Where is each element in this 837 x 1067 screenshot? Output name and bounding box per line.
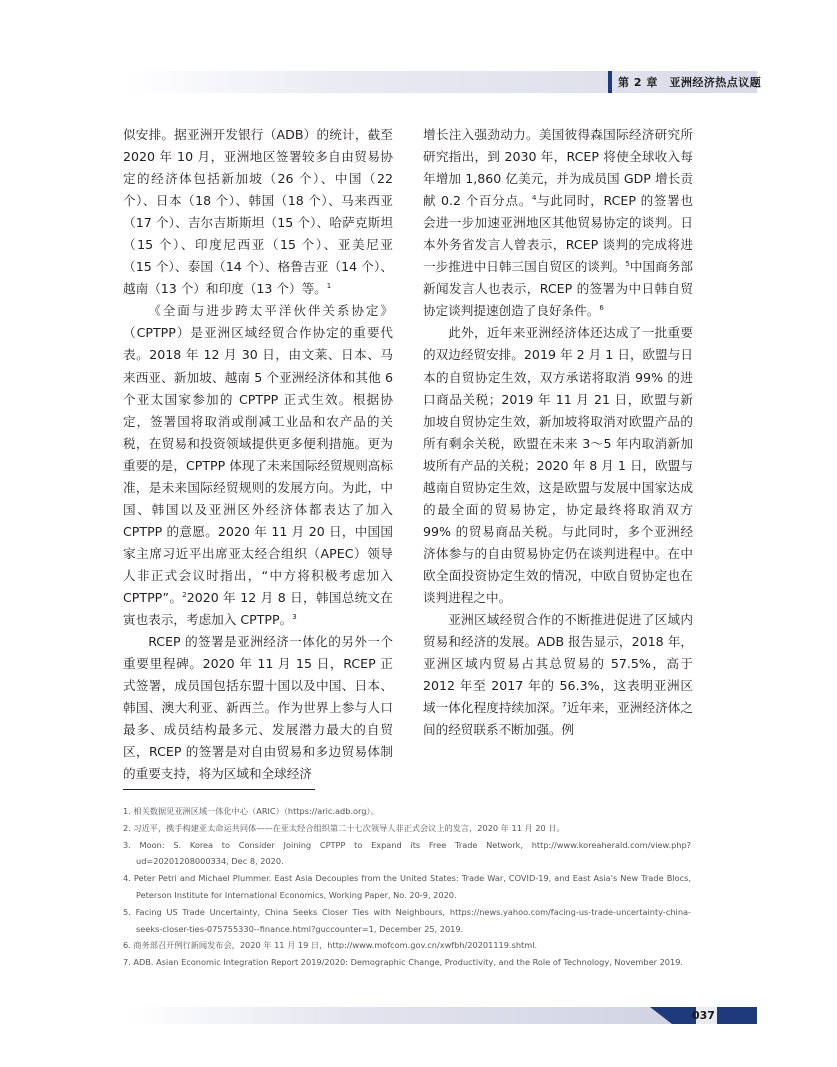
paragraph — [423, 609, 693, 741]
footnote: 3. Moon: S. Korea to Consider Joining CPTPP to Expand its Free Trade Network, http://www.koreaherald.com/view.php?ud=20201208000334, Dec 8, 2020. — [123, 839, 691, 867]
paragraph-text: 亚洲区域经贸合作的不断推进促进了区域内贸易和经济的发展。ADB 报告显示，2018 年，亚洲区域内贸易占其总贸易的 57.5%，高于 2012 年至 2017 年的 56.3%，这表明亚洲区域一体化程度持续加深。 — [423, 612, 693, 716]
footnote-ref: 4 — [531, 194, 537, 203]
footnote: 6. 商务部召开例行新闻发布会，2020 年 11 月 19 日，http://www.mofcom.gov.cn/xwfbh/20201119.shtml. — [123, 940, 538, 951]
footnote-ref: 2 — [182, 590, 187, 599]
paragraph — [123, 631, 393, 785]
footnote: 2. 习近平，携手构建亚太命运共同体——在亚太经合组织第二十七次领导人非正式会议上的发言，2020 年 11 月 20 日。 — [123, 822, 565, 833]
paragraph-text: RCEP 的签署是亚洲经济一体化的另外一个重要里程碑。2020 年 11 月 15 日，RCEP 正式签署，成员国包括东盟十国以及中国、日本、韩国、澳大利亚、新西兰。作为世界上参与人口最多、成员结构最多元、发展潜力最大的自贸区，RCEP 的签署是对自由贸易和多边贸易体制的重要支持，将为区域和全球经济 — [123, 634, 393, 782]
footnote-ref: 5 — [625, 260, 630, 269]
footnote-ref: 7 — [562, 701, 567, 710]
page-number-accent — [717, 1007, 757, 1024]
footer-wedge-polygon — [650, 1007, 696, 1024]
paragraph — [423, 322, 693, 609]
paragraph-text: 《全面与进步跨太平洋伙伴关系协定》（CPTPP）是亚洲区域经贸合作协定的重要代表。2018 年 12 月 30 日，由文莱、日本、马来西亚、新加坡、越南 5 个亚洲经济体和其他 6 个亚太国家参加的 CPTPP 正式生效。根据协定，签署国将取消或削减工业品和农产品的关税，在贸易和投资领域提供更多便利措施。更为重要的是，CPTPP 体现了未来国际经贸规则高标准，是未来国际经贸规则的发展方向。为此，中国、韩国以及亚洲区外经济体都表达了加入 CPTPP 的意愿。2020 年 11 月 20 日，中国国家主席习近平出席亚太经合组织（APEC）领导人非正式会议时指出，“中方将积极考虑加入 CPTPP”。 — [123, 303, 393, 605]
footnote-ref: 6 — [599, 304, 604, 313]
running-header-title: 第 2 章 亚洲经济热点议题 — [618, 76, 762, 89]
footnote-divider — [123, 789, 315, 790]
paragraph — [123, 300, 393, 631]
text-column-right — [423, 124, 693, 741]
footnote: 5. Facing US Trade Uncertainty, China Seeks Closer Ties with Neighbours, https://news.yahoo.com/facing-us-trade-uncertainty-china-seeks-closer-ties-075755330--finance.html?guccounter=1, December 25, 2019. — [123, 906, 691, 934]
footnotes — [123, 803, 691, 971]
paragraph-text: 中国商务部新闻发言人也表示，RCEP 的签署为中日韩自贸协定谈判提速创造了良好条件。 — [423, 259, 694, 319]
footnote: 4. Peter Petri and Michael Plummer. East Asia Decouples from the United States: Trade War, COVID-19, and East Asia's New Trade Blocs, Peterson Institute for International Economics, Working Paper, No. 20-9, 2020. — [123, 873, 691, 900]
paragraph-text: 增长注入强劲动力。美国彼得森国际经济研究所研究指出，到 2030 年，RCEP 将使全球收入每年增加 1,860 亿美元，并为成员国 GDP 增长贡献 0.2 个百分点。 — [423, 127, 693, 209]
paragraph-text: 近年来，亚洲经济体之间的经贸联系不断加强。例 — [423, 700, 694, 738]
paragraph-text: 此外，近年来亚洲经济体还达成了一批重要的双边经贸安排。2019 年 2 月 1 日，欧盟与日本的自贸协定生效，双方承诺将取消 99% 的进口商品关税；2019 年 11 月 21 日，欧盟与新加坡自贸协定生效，新加坡将取消对欧盟产品的所有剩余关税，欧盟在未来 3～5 年内取消新加坡所有产品的关税；2020 年 8 月 1 日，欧盟与越南自贸协定生效，这是欧盟与发展中国家达成的最全面的贸易协定，协定最终将取消双方 99% 的贸易商品关税。与此同时，多个亚洲经济体参与的自由贸易协定仍在谈判进程中。在中欧全面投资协定生效的情况，中欧自贸协定也在谈判进程之中。 — [423, 325, 693, 605]
paragraph-text: 与此同时，RCEP 的签署也会进一步加速亚洲地区其他贸易协定的谈判。日本外务省发言人曾表示，RCEP 谈判的完成将进一步推进中日韩三国自贸区的谈判。 — [423, 193, 693, 275]
paragraph — [423, 124, 693, 322]
footnote-ref: 3 — [292, 613, 297, 622]
footnote: 1. 相关数据见亚洲区域一体化中心（ARIC）（https://aric.adb.org）。 — [123, 806, 379, 816]
paragraph-text: 2020 年 12 月 8 日，韩国总统文在寅也表示，考虑加入 CPTPP。 — [123, 589, 393, 628]
paragraph-text: 似安排。据亚洲开发银行（ADB）的统计，截至 2020 年 10 月，亚洲地区签署较多自由贸易协定的经济体包括新加坡（26 个）、中国（22 个）、日本（18 个）、韩国（18 个）、马来西亚（17 个）、吉尔吉斯斯坦（15 个）、哈萨克斯坦（15 个）、印度尼西亚（15 个）、亚美尼亚（15 个）、泰国（14 个）、格鲁吉亚（14 个）、越南（13 个）和印度（13 个）等。 — [123, 127, 393, 297]
page-number: 037 — [692, 1009, 715, 1022]
footer-band — [127, 1007, 692, 1024]
header-accent-mark — [608, 71, 612, 93]
footer-wedge-shape — [650, 1007, 696, 1024]
text-column-left — [123, 124, 393, 785]
paragraph — [123, 124, 393, 300]
footnote-ref: 1 — [326, 282, 332, 291]
footnote: 7. ADB. Asian Economic Integration Report 2019/2020: Demographic Change, Productivity, and the Role of Technology, November 2019. — [123, 957, 684, 968]
